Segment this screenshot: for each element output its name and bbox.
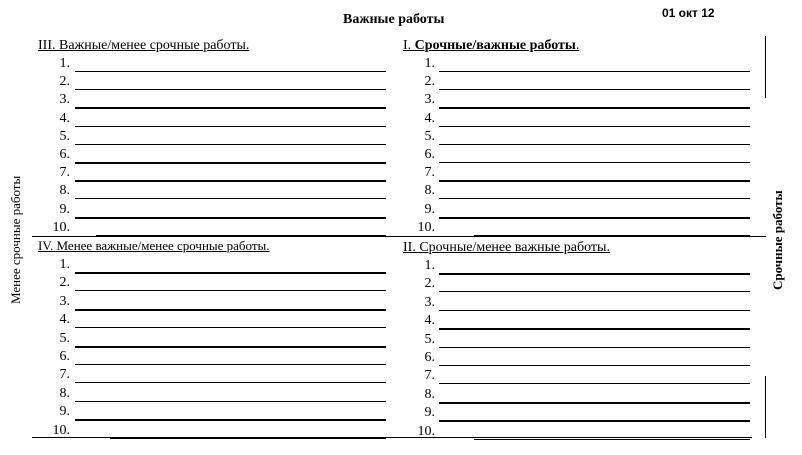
blank-entry-line[interactable] (75, 419, 386, 421)
blank-entry-line[interactable] (75, 327, 386, 328)
item-number: 5. (59, 330, 70, 346)
blank-entry-line[interactable] (75, 272, 386, 274)
item-number: 9. (424, 405, 435, 421)
blank-entry-line[interactable] (75, 71, 386, 72)
blank-entry-line[interactable] (439, 383, 750, 384)
item-number: 2. (59, 74, 70, 90)
blank-entry-line[interactable] (439, 180, 750, 182)
blank-entry-line[interactable] (439, 217, 750, 219)
blank-entry-line[interactable] (75, 107, 386, 109)
blank-entry-line[interactable] (75, 382, 386, 383)
item-number: 4. (424, 110, 435, 126)
blank-entry-line[interactable] (474, 439, 750, 440)
item-number: 4. (59, 110, 70, 126)
item-number: 6. (59, 147, 70, 162)
left-axis-label: Менее срочные работы (8, 175, 23, 305)
item-number: 6. (424, 350, 435, 365)
quadrant-1-title-prefix: I. (403, 38, 415, 53)
blank-entry-line[interactable] (439, 310, 750, 311)
item-number: 3. (59, 92, 70, 108)
item-number: 10. (52, 422, 70, 438)
blank-entry-line[interactable] (439, 71, 750, 72)
item-number: 2. (424, 276, 435, 292)
right-border-top (765, 36, 766, 98)
blank-entry-line[interactable] (75, 364, 386, 365)
quadrant-2-title: II. Срочные/менее важные работы. (403, 240, 610, 255)
item-number: 2. (59, 275, 70, 291)
item-number: 5. (424, 128, 435, 144)
blank-entry-line[interactable] (75, 346, 386, 348)
item-number: 8. (424, 183, 435, 199)
blank-entry-line[interactable] (75, 290, 386, 291)
blank-entry-line[interactable] (439, 328, 750, 330)
item-number: 4. (59, 312, 70, 328)
blank-entry-line[interactable] (439, 126, 750, 127)
quadrant-1-title-bold: Срочные/важные работы (414, 38, 576, 53)
item-number: 6. (59, 349, 70, 364)
blank-entry-line[interactable] (439, 273, 750, 275)
blank-entry-line[interactable] (96, 235, 386, 236)
blank-entry-line[interactable] (75, 217, 386, 219)
quadrant-1-title (403, 38, 579, 54)
blank-entry-line[interactable] (75, 180, 386, 182)
item-number: 3. (59, 293, 70, 309)
item-number: 2. (424, 74, 435, 90)
blank-entry-line[interactable] (75, 126, 386, 127)
item-number: 5. (59, 128, 70, 144)
right-border-bottom (765, 376, 766, 438)
blank-entry-line[interactable] (439, 291, 750, 292)
item-number: 8. (424, 386, 435, 402)
blank-entry-line[interactable] (110, 438, 386, 439)
middle-divider (32, 236, 766, 237)
quadrant-1-title-suffix: . (575, 38, 580, 53)
blank-entry-line[interactable] (439, 402, 750, 404)
blank-entry-line[interactable] (439, 144, 750, 145)
item-number: 10. (52, 219, 70, 235)
item-number: 1. (424, 56, 435, 71)
blank-entry-line[interactable] (439, 365, 750, 366)
item-number: 6. (424, 147, 435, 162)
item-number: 1. (424, 258, 435, 273)
right-axis-label: Срочные работы (770, 190, 785, 290)
item-number: 9. (59, 404, 70, 420)
blank-entry-line[interactable] (439, 420, 750, 422)
item-number: 10. (417, 219, 435, 235)
item-number: 7. (59, 165, 70, 181)
page-title: Важные работы (343, 12, 445, 27)
blank-entry-line[interactable] (439, 347, 750, 348)
item-number: 3. (424, 294, 435, 310)
blank-entry-line[interactable] (439, 162, 750, 163)
item-number: 10. (417, 423, 435, 439)
blank-entry-line[interactable] (75, 309, 386, 311)
blank-entry-line[interactable] (75, 162, 386, 164)
blank-entry-line[interactable] (474, 235, 750, 236)
item-number: 1. (59, 257, 70, 272)
item-number: 4. (424, 313, 435, 329)
blank-entry-line[interactable] (75, 198, 386, 199)
item-number: 8. (59, 385, 70, 401)
blank-entry-line[interactable] (75, 401, 386, 402)
blank-entry-line[interactable] (439, 198, 750, 199)
quadrant-4-title: IV. Менее важные/менее срочные работы. (38, 238, 270, 253)
blank-entry-line[interactable] (75, 89, 386, 90)
item-number: 9. (424, 201, 435, 217)
item-number: 8. (59, 183, 70, 199)
quadrant-3-title: III. Важные/менее срочные работы. (38, 38, 250, 53)
blank-entry-line[interactable] (439, 107, 750, 109)
item-number: 7. (424, 368, 435, 384)
date-label: 01 окт 12 (662, 6, 715, 20)
item-number: 1. (59, 56, 70, 71)
item-number: 7. (59, 367, 70, 383)
item-number: 7. (424, 165, 435, 181)
item-number: 3. (424, 92, 435, 108)
item-number: 5. (424, 331, 435, 347)
item-number: 9. (59, 201, 70, 217)
blank-entry-line[interactable] (75, 144, 386, 145)
blank-entry-line[interactable] (439, 89, 750, 90)
